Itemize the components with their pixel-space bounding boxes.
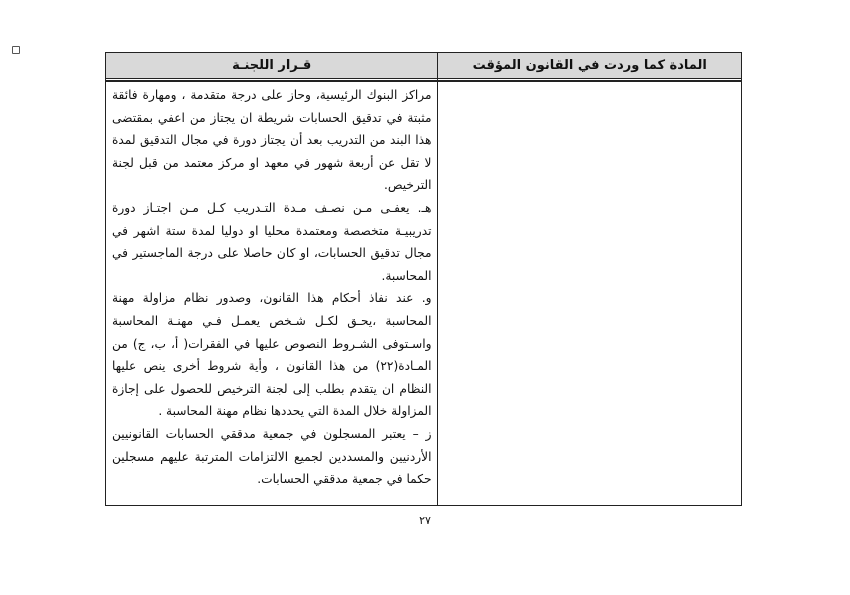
paragraph-continuation: مراكز البنوك الرئيسية، وحاز على درجة متقدمة ، ومهارة فائقة مثبتة في تدقيق الحسابات شريطة ان يجتاز من اعفي بمقتضى هذا البند من التدريب بعد أن يجتاز دورة في مجال التدقيق لمدة لا تقل عن أربعة شهور في معهد او مركز معتمد من قبل لجنة الترخيص. — [112, 88, 432, 193]
law-cell — [438, 79, 742, 506]
header-decision-column: قـرار اللجنـة — [106, 53, 438, 79]
decision-cell-inner — [106, 80, 437, 505]
paragraph-h: هـ. يعفـى مـن نصـف مـدة التـدريب كـل مـن اجتـاز دورة تدريبيـة متخصصة ومعتمدة محليا او دوليا لمدة ستة اشهر في مجال تدقيق الحسابات، او كان حاصلا على درجة الماجستير في المحاسبة. — [112, 200, 432, 283]
scan-mark — [12, 46, 20, 54]
decision-cell — [106, 79, 438, 506]
table-body-row — [106, 79, 742, 506]
law-cell-inner — [438, 80, 741, 505]
table-header-row — [106, 53, 742, 79]
decision-text — [106, 82, 437, 491]
page-number: ٢٧ — [419, 514, 431, 527]
paragraph-z: ز – يعتبر المسجلون في جمعية مدققي الحسابات القانونيين الأردنيين والمسددين لجميع الالتزامات المترتبة عليهم مسجلين حكما في جمعية مدققي الحسابات. — [112, 426, 432, 487]
paragraph-w: و. عند نفاذ أحكام هذا القانون، وصدور نظام مزاولة مهنة المحاسبة ،يحـق لكـل شـخص يعمـل فـي مهنـة المحاسبة واسـتوفى الشـروط النصوص عليها في الفقرات( أ، ب، ج) من المـادة(٢٢) من هذا القانون ، وأية شروط أخرى ينص عليها النظام ان يتقدم بطلب إلى لجنة الترخيص للحصول على إجازة المزاولة خلال المدة التي يحددها نظام مهنة المحاسبة . — [112, 291, 432, 419]
comparison-table — [105, 52, 742, 506]
header-law-column: المادة كما وردت في القانون المؤقت — [438, 53, 742, 79]
